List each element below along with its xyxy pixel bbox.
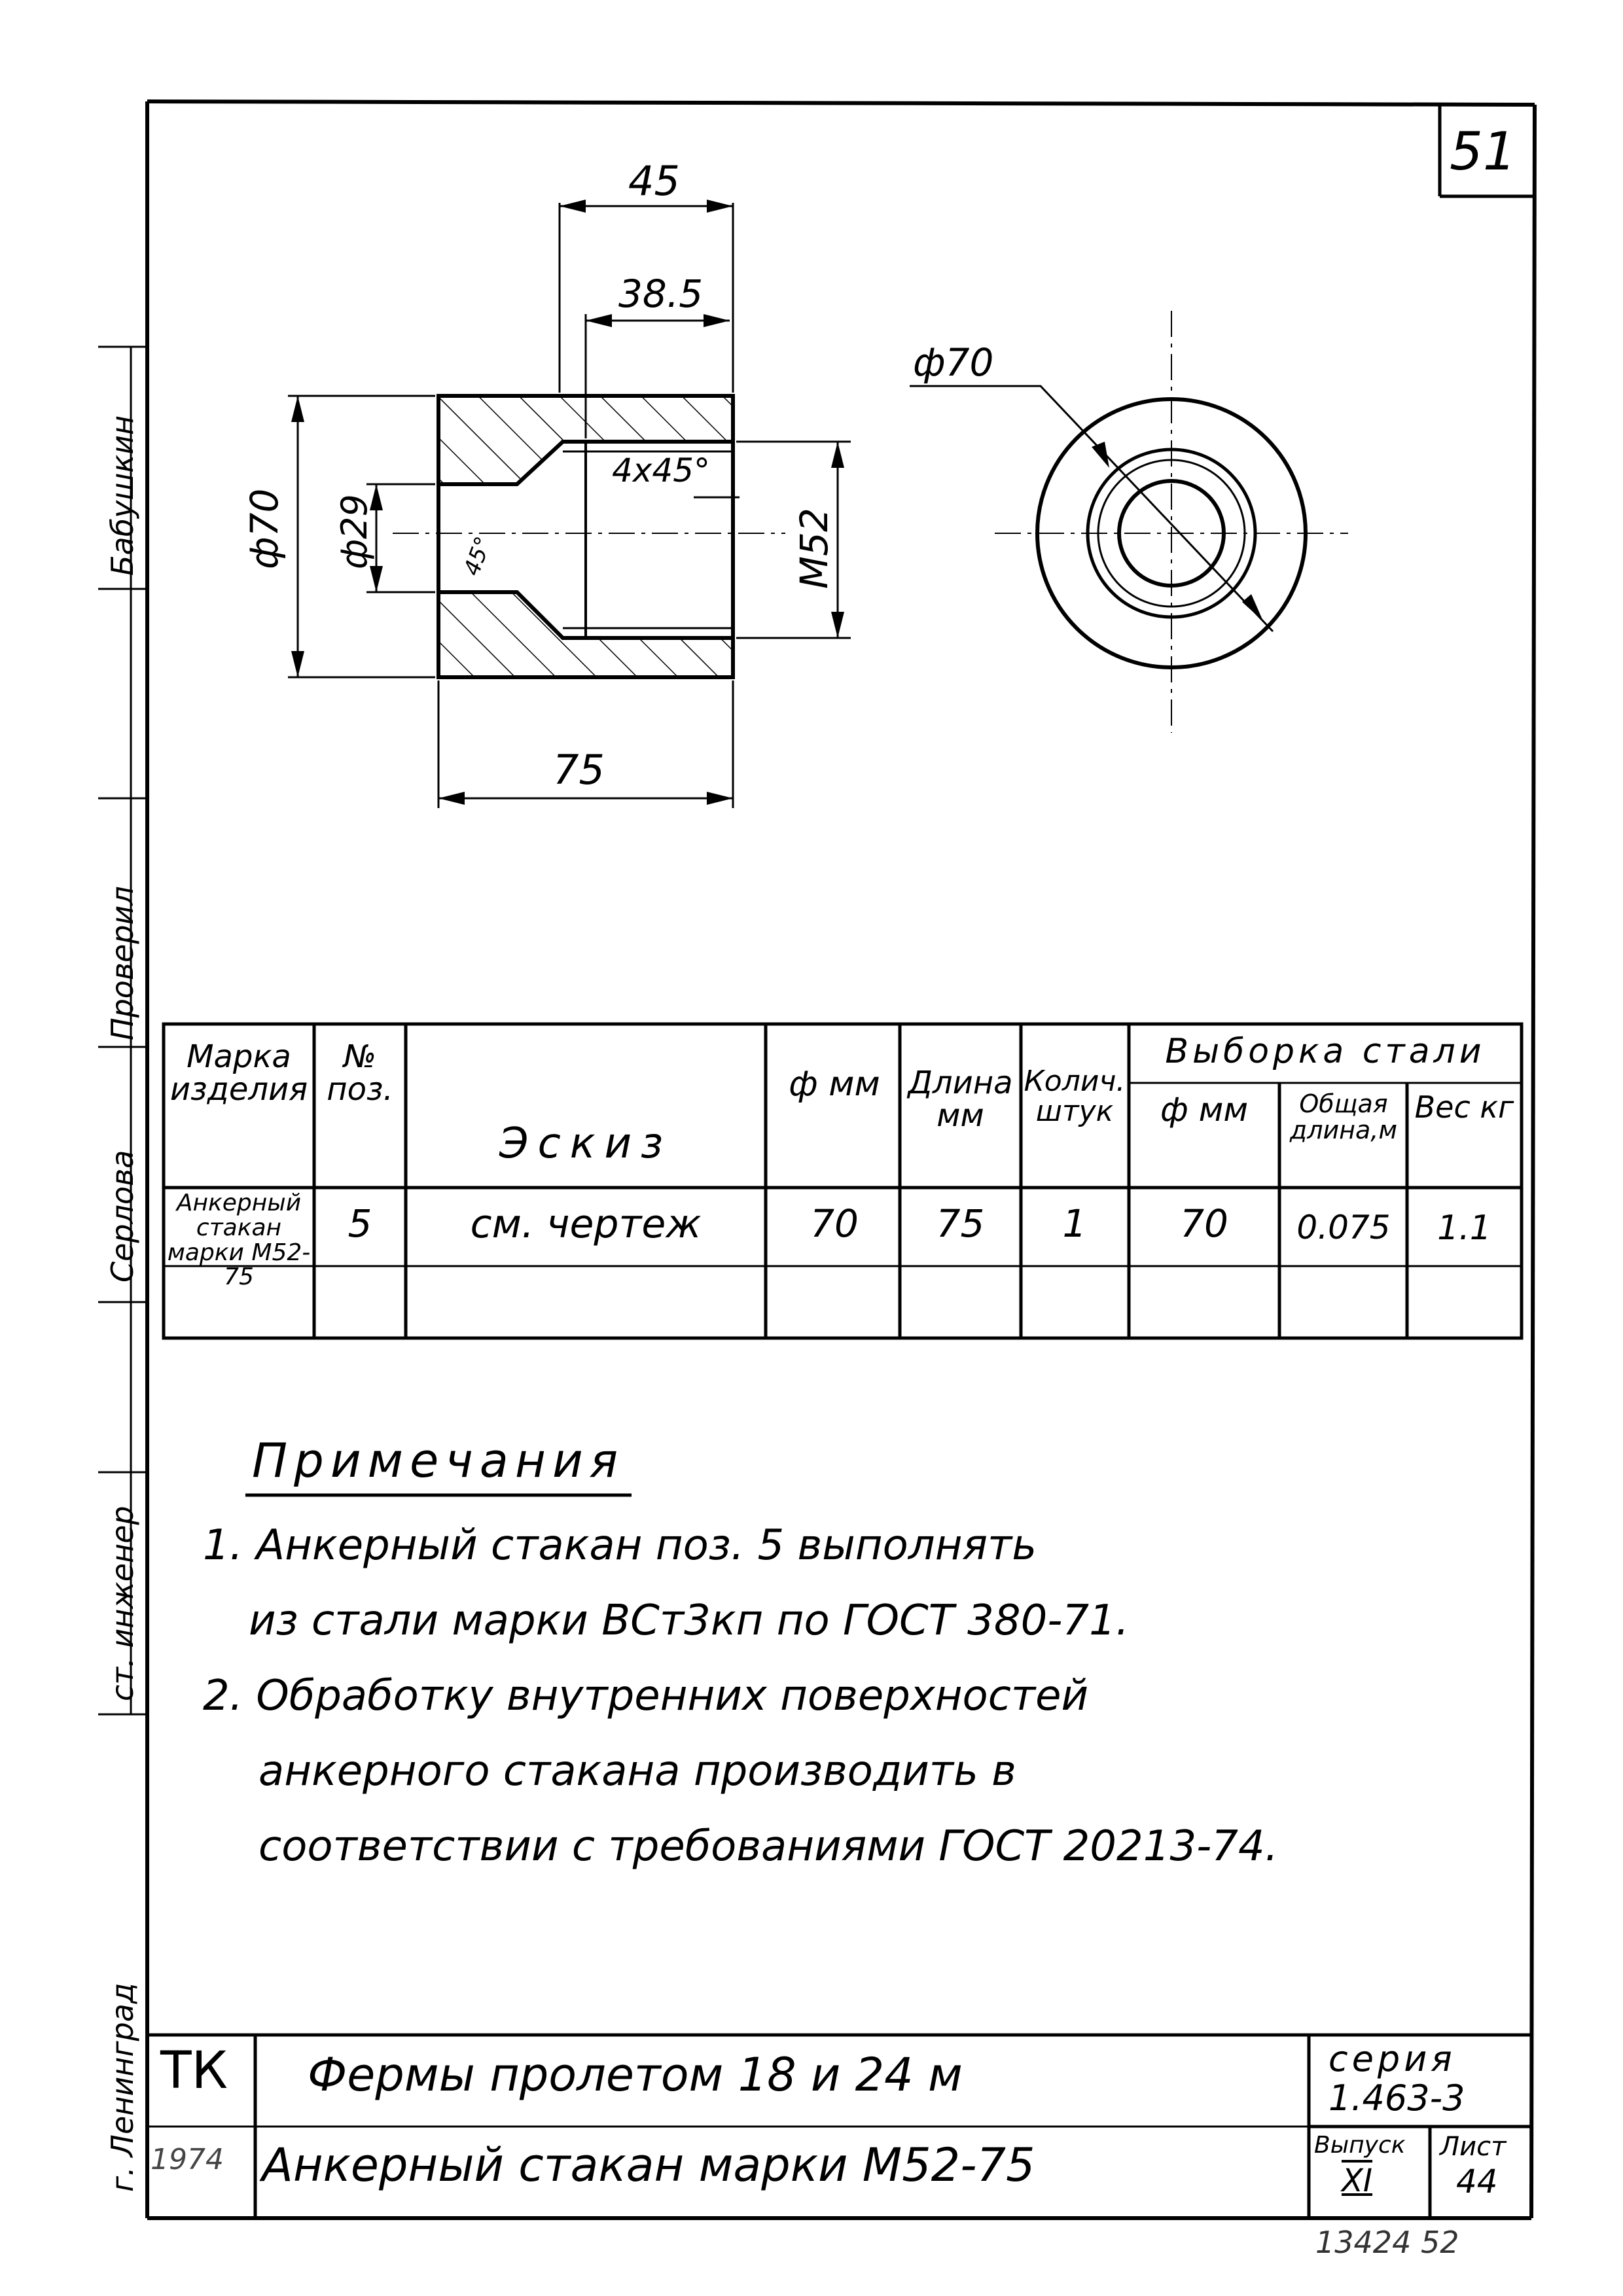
th-steel-diameter: ф мм [1160, 1091, 1249, 1129]
dim-overall-width: 45 [628, 157, 680, 205]
side-engineer: ст. инженер [105, 1506, 140, 1701]
side-author1: Серлова [105, 1150, 140, 1282]
th-diameter: ф мм [789, 1065, 880, 1104]
dim-outer-diameter: ф70 [242, 488, 287, 569]
side-author2: Бабушкин [105, 415, 140, 576]
note-line-3: 2. Обработку внутренних поверхностей [203, 1672, 1089, 1720]
dim-bore-diameter: ф29 [334, 494, 375, 569]
dim-chamfer: 4x45° [612, 451, 711, 489]
row-qty: 1 [1062, 1201, 1087, 1246]
footer-note: 13424 52 [1315, 2225, 1459, 2260]
dim-thread: M52 [792, 508, 836, 589]
th-length: Длина мм [908, 1065, 1013, 1135]
row-steel-length: 0.075 [1296, 1209, 1391, 1246]
th-qty: Колич. штук [1024, 1065, 1126, 1129]
series-label: серия [1329, 2038, 1456, 2079]
end-view-diameter: ф70 [913, 340, 994, 385]
issue-value: XI [1342, 2163, 1373, 2199]
title-block-year: 1974 [151, 2143, 224, 2176]
th-sketch: Эскиз [499, 1120, 673, 1168]
sheet-value: 44 [1456, 2163, 1498, 2200]
row-mark: Анкерный стакан марки М52-75 [167, 1190, 311, 1291]
dim-thread-length: 38.5 [618, 272, 704, 316]
issue-label: Выпуск [1314, 2132, 1406, 2159]
note-line-4: анкерного стакана производить в [259, 1747, 1016, 1795]
th-pos: № поз. [327, 1038, 393, 1108]
row-diameter: 70 [810, 1201, 859, 1246]
dim-angle: 45° [459, 533, 497, 580]
row-steel-diameter: 70 [1180, 1201, 1228, 1246]
note-line-5: соответствии с требованиями ГОСТ 20213-74. [259, 1822, 1279, 1871]
note-line-1: 1. Анкерный стакан поз. 5 выполнять [203, 1521, 1037, 1570]
th-steel-group: Выборка стали [1165, 1032, 1486, 1071]
dim-length: 75 [553, 746, 605, 794]
row-pos: 5 [348, 1201, 372, 1246]
side-city: г. Ленинград [105, 1983, 140, 2192]
row-sketch: см. чертеж [470, 1201, 702, 1247]
side-checked: Проверил [105, 886, 140, 1040]
sheet-frame [147, 101, 1535, 2218]
title-line-2: Анкерный стакан марки М52-75 [262, 2138, 1035, 2192]
th-mark: Марка изделия [169, 1038, 308, 1108]
title-block-code: ТК [160, 2041, 228, 2100]
title-line-1: Фермы пролетом 18 и 24 м [308, 2048, 963, 2102]
th-steel-weight: Вес кг [1414, 1089, 1514, 1125]
row-steel-weight: 1.1 [1437, 1209, 1491, 1248]
note-line-2: из стали марки ВСт3кп по ГОСТ 380-71. [249, 1597, 1130, 1645]
row-length: 75 [936, 1201, 985, 1246]
series-value: 1.463-3 [1329, 2077, 1465, 2119]
sheet-label: Лист [1440, 2132, 1507, 2162]
sheet-corner-number: 51 [1450, 121, 1516, 182]
th-steel-length: Общая длина,м [1289, 1089, 1398, 1144]
notes-title: Примечания [252, 1433, 625, 1488]
